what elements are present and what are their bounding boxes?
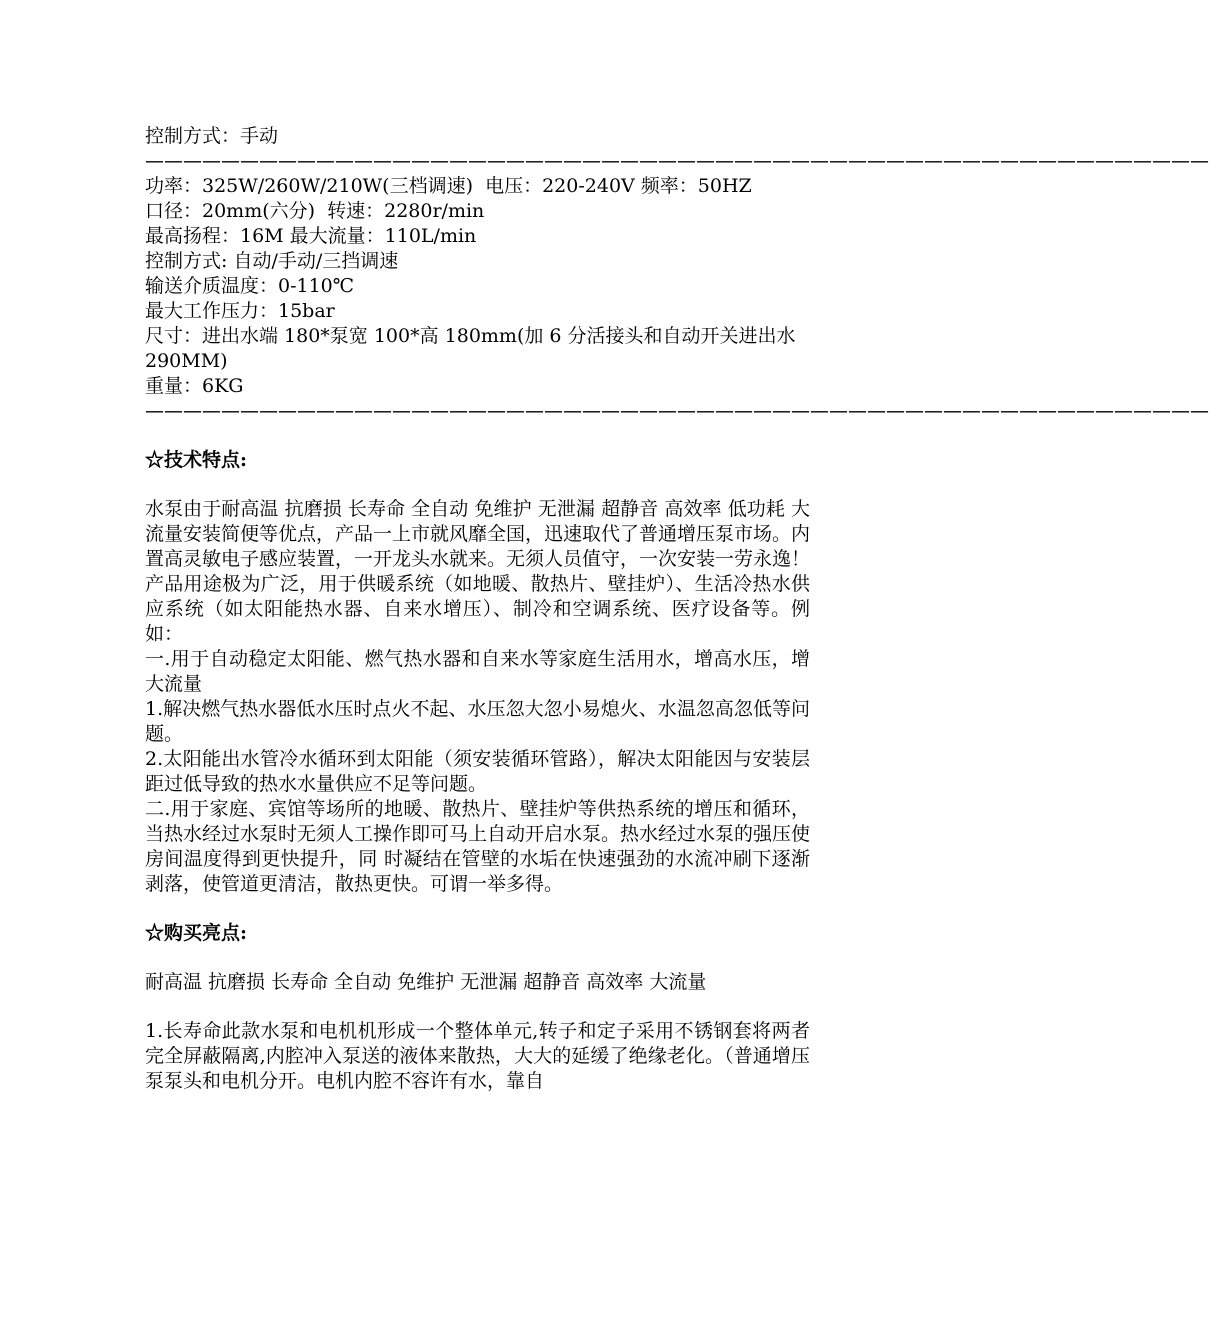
spec-caliber-line: 口径：20mm(六分) 转速：2280r/min: [145, 200, 485, 222]
control-mode-line: 控制方式：手动: [145, 125, 279, 147]
tech-features-heading: ☆技术特点:: [145, 449, 248, 471]
buy-features-line: 耐高温 抗磨损 长寿命 全自动 免维护 无泄漏 超静音 高效率 大流量: [145, 971, 707, 993]
spec-temperature-line: 输送介质温度：0-110℃: [145, 275, 355, 297]
spec-weight-line: 重量：6KG: [145, 375, 244, 397]
spec-size-line: 尺寸：进出水端 180*泵宽 100*高 180mm(加 6 分活接头和自动开关进出水 290MM): [145, 325, 802, 372]
buy-point-1: 1.长寿命此款水泵和电机机形成一个整体单元,转子和定子采用不锈钢套将两者完全屏蔽隔离,内腔冲入泵送的液体来散热，大大的延缓了绝缘老化。（普通增压泵泵头和电机分开。电机内腔不容许有水，靠自: [145, 1020, 810, 1092]
spec-pressure-line: 最大工作压力：15bar: [145, 300, 335, 322]
divider-bottom: ————————————————————————————————————————————————————————: [145, 400, 1209, 422]
divider-top: ————————————————————————————————————————————————————————: [145, 150, 1209, 172]
spec-power-line: 功率：325W/260W/210W(三档调速) 电压：220-240V 频率：50HZ: [145, 175, 752, 197]
tech-paragraph-usage: 产品用途极为广泛，用于供暖系统（如地暖、散热片、壁挂炉）、生活冷热水供应系统（如太阳能热水器、自来水增压）、制冷和空调系统、医疗设备等。例如：: [145, 573, 810, 645]
tech-paragraph-item-two: 二.用于家庭、宾馆等场所的地暖、散热片、壁挂炉等供热系统的增压和循环，当热水经过水泵时无须人工操作即可马上自动开启水泵。热水经过水泵的强压使房间温度得到更快提升，同 时凝结在管壁的水垢在快速强劲的水流冲刷下逐渐剥落，使管道更清洁，散热更快。可谓一举多得。: [145, 798, 811, 895]
tech-paragraph-intro: 水泵由于耐高温 抗磨损 长寿命 全自动 免维护 无泄漏 超静音 高效率 低功耗 大流量安装简便等优点，产品一上市就风靡全国，迅速取代了普通增压泵市场。内置高灵敏电子感应装置，一开龙头水就来。无须人员值守，一次安装一劳永逸！: [145, 498, 811, 570]
spec-control-line: 控制方式: 自动/手动/三挡调速: [145, 250, 399, 272]
buy-highlights-heading: ☆购买亮点:: [145, 922, 248, 944]
tech-paragraph-item-one: 一.用于自动稳定太阳能、燃气热水器和自来水等家庭生活用水，增高水压，增大流量: [145, 648, 810, 695]
tech-paragraph-point-2: 2.太阳能出水管冷水循环到太阳能（须安装循环管路），解决太阳能因与安装层距过低导致的热水水量供应不足等问题。: [145, 748, 810, 795]
document-body: [145, 124, 1209, 1094]
spec-head-line: 最高扬程：16M 最大流量：110L/min: [145, 225, 477, 247]
tech-paragraph-point-1: 1.解决燃气热水器低水压时点火不起、水压忽大忽小易熄火、水温忽高忽低等问题。: [145, 698, 810, 745]
